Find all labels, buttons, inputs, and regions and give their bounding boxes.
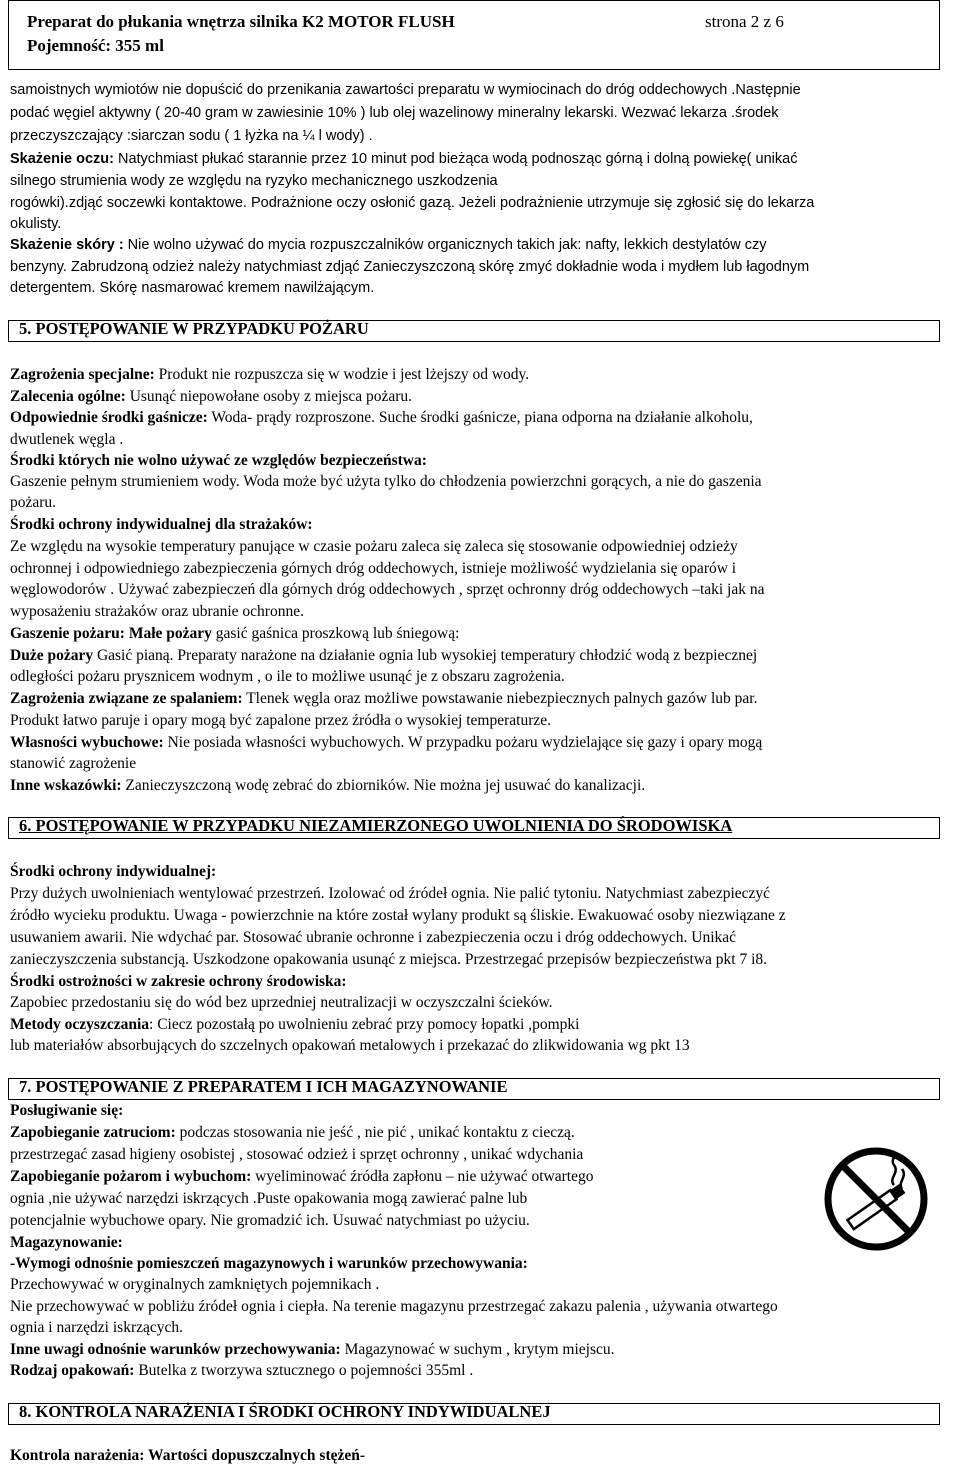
no-smoking-icon xyxy=(822,1145,930,1253)
text-line: samoistnych wymiotów nie dopuścić do przenikania zawartości preparatu w wymiocinach do dróg oddechowych .Następnie xyxy=(10,82,801,98)
explosive-properties: Własności wybuchowe: Nie posiada własności wybuchowych. W przypadku pożaru wydzielające się gazy i opary mogą xyxy=(10,734,763,751)
handling-label: Posługiwanie się: xyxy=(10,1102,124,1119)
text-line: benzyny. Zabrudzoną odzież należy natychmiast zdjąć Zanieczyszczoną skórę zmyć dokładnie woda i mydłem lub łagodnym xyxy=(10,259,810,275)
text-line: Nie przechowywać w pobliżu źródeł ognia i ciepła. Na terenie magazynu przestrzegać zakazu palenia , używania otwartego xyxy=(10,1298,778,1315)
section-6-heading-box xyxy=(8,817,940,839)
text-line: zanieczyszczenia substancją. Uszkodzone opakowania usunąć z miejsca. Przestrzegać przepisów bezpieczeństwa pkt 7 i8. xyxy=(10,951,768,968)
environmental-precautions-label: Środki ostrożności w zakresie ochrony środowiska: xyxy=(10,973,347,990)
text-line: ochronnej i odpowiedniego zabezpieczenia górnych dróg oddechowych, istnieje możliwość wydzielania się oparów i xyxy=(10,560,737,577)
text-line: potencjalnie wybuchowe opary. Nie gromadzić ich. Usuwać natychmiast po użyciu. xyxy=(10,1212,530,1229)
text-line: Produkt łatwo paruje i opary mogą być zapalone przez źródła o wysokiej temperaturze. xyxy=(10,712,552,729)
text-line: lub materiałów absorbujących do szczelnych opakowań metalowych i przekazać do zlikwidowania wg pkt 13 xyxy=(10,1037,690,1054)
section-7-heading-box xyxy=(8,1078,940,1100)
section-5-title: 5. POSTĘPOWANIE W PRZYPADKU POŻARU xyxy=(19,319,369,338)
text-line: ognia i narzędzi iskrzących. xyxy=(10,1319,183,1336)
text-line: przeczyszczający :siarczan sodu ( 1 łyżka na ¼ l wody) . xyxy=(10,128,373,144)
storage-requirements-label: -Wymogi odnośnie pomieszczeń magazynowych i warunków przechowywania: xyxy=(10,1255,528,1272)
text-line: dwutlenek węgla . xyxy=(10,431,124,448)
packaging-type: Rodzaj opakowań: Butelka z tworzywa sztucznego o pojemności 355ml . xyxy=(10,1362,474,1379)
text-line: ognia ,nie używać narzędzi iskrzących .Puste opakowania mogą zawierać palne lub xyxy=(10,1190,528,1207)
text-line: wyposażeniu strażaków oraz ubranie ochronne. xyxy=(10,603,304,620)
personal-precautions-label: Środki ochrony indywidualnej: xyxy=(10,863,217,880)
skin-contamination: Skażenie skóry : Nie wolno używać do mycia rozpuszczalników organicznych takich jak: nafty, lekkich destylatów czy xyxy=(10,237,767,253)
text-line: przestrzegać zasad higieny osobistej , stosować odzież i sprzęt ochronny , unikać wdychania xyxy=(10,1146,584,1163)
text-line: odległości pożaru prysznicem wodnym , o ile to możliwe usunąć je z obszaru zagrożenia. xyxy=(10,668,565,685)
product-capacity: Pojemność: 355 ml xyxy=(27,36,164,55)
text-line: pożaru. xyxy=(10,494,57,511)
text-line: Gaszenie pełnym strumieniem wody. Woda może być użyta tylko do chłodzenia powierzchni gorących, a nie do gaszenia xyxy=(10,473,762,490)
fire-prevention: Zapobieganie pożarom i wybuchom: wyeliminować źródła zapłonu – nie używać otwartego xyxy=(10,1168,594,1185)
combustion-hazards: Zagrożenia związane ze spalaniem: Tlenek węgla oraz możliwe powstawanie niebezpiecznych palnych gazów lub par. xyxy=(10,690,758,707)
firefighter-ppe-label: Środki ochrony indywidualnej dla strażaków: xyxy=(10,516,313,533)
text-line: węglowodorów . Używać zabezpieczeń dla górnych dróg oddechowych , sprzęt ochronny dróg oddechowych –taki jak na xyxy=(10,581,765,598)
poisoning-prevention: Zapobieganie zatruciom: podczas stosowania nie jeść , nie pić , unikać kontaktu z cieczą. xyxy=(10,1124,575,1141)
section-5-heading-box xyxy=(8,320,940,342)
page-header xyxy=(8,0,940,70)
section-8-title: 8. KONTROLA NARAŻENIA I ŚRODKI OCHRONY INDYWIDUALNEJ xyxy=(19,1402,551,1421)
section-8-heading-box xyxy=(8,1403,940,1425)
text-line: Przechowywać w oryginalnych zamkniętych pojemnikach . xyxy=(10,1276,380,1293)
cleanup-methods: Metody oczyszczania: Ciecz pozostałą po uwolnieniu zebrać przy pomocy łopatki ,pompki xyxy=(10,1016,580,1033)
text-line: stanowić zagrożenie xyxy=(10,755,137,772)
text-line: usuwaniem awarii. Nie wdychać par. Stosować ubranie ochronne i zabezpieczenia oczu i dróg oddechowych. Unikać xyxy=(10,929,737,946)
text-line: rogówki).zdjąć soczewki kontaktowe. Podrażnione oczy osłonić gazą. Jeżeli podrażnienie utrzymuje się zgłosić się do lekarza xyxy=(10,195,815,211)
storage-conditions: Inne uwagi odnośnie warunków przechowywania: Magazynować w suchym , krytym miejscu. xyxy=(10,1341,615,1358)
special-hazards: Zagrożenia specjalne: Produkt nie rozpuszcza się w wodzie i jest lżejszy od wody. xyxy=(10,366,530,383)
section-6-title: 6. POSTĘPOWANIE W PRZYPADKU NIEZAMIERZONEGO UWOLNIENIA DO ŚRODOWISKA xyxy=(19,816,733,835)
text-line: Ze względu na wysokie temperatury panujące w czasie pożaru zaleca się zaleca się stosowanie odpowiedniej odzieży xyxy=(10,538,738,555)
product-title: Preparat do płukania wnętrza silnika K2 MOTOR FLUSH xyxy=(27,12,455,31)
forbidden-media-label: Środki których nie wolno używać ze względów bezpieczeństwa: xyxy=(10,452,427,469)
eye-contamination: Skażenie oczu: Natychmiast płukać starannie przez 10 minut pod bieżąca wodą podnosząc górną i dolną powiekę( unikać xyxy=(10,151,798,167)
big-fires: Duże pożary Gasić pianą. Preparaty narażone na działanie ognia lub wysokiej temperatury chłodzić wodą z bezpiecznej xyxy=(10,647,758,664)
text-line: okulisty. xyxy=(10,216,62,232)
extinguishing-media: Odpowiednie środki gaśnicze: Woda- prądy rozproszone. Suche środki gaśnicze, piana odporna na działanie alkoholu, xyxy=(10,409,753,426)
page-number: strona 2 z 6 xyxy=(705,12,784,31)
text-line: detergentem. Skórę nasmarować kremem nawilżającym. xyxy=(10,280,375,296)
exposure-control-label: Kontrola narażenia: Wartości dopuszczalnych stężeń- xyxy=(10,1447,366,1464)
other-guidance: Inne wskazówki: Zanieczyszczoną wodę zebrać do zbiorników. Nie można jej usuwać do kanalizacji. xyxy=(10,777,646,794)
small-fires: Gaszenie pożaru: Małe pożary gasić gaśnica proszkową lub śniegową: xyxy=(10,625,460,642)
section-7-title: 7. POSTĘPOWANIE Z PREPARATEM I ICH MAGAZYNOWANIE xyxy=(19,1077,508,1096)
text-line: Przy dużych uwolnieniach wentylować przestrzeń. Izolować od źródeł ognia. Nie palić tytoniu. Natychmiast zabezpieczyć xyxy=(10,885,771,902)
storage-label: Magazynowanie: xyxy=(10,1234,123,1251)
text-line: źródło wycieku produktu. Uwaga - powierzchnie na które został wylany produkt są śliskie. Ewakuować osoby niezwiązane z xyxy=(10,907,786,924)
text-line: silnego strumienia wody ze względu na ryzyko mechanicznego uszkodzenia xyxy=(10,173,498,189)
general-recommendations: Zalecenia ogólne: Usunąć niepowołane osoby z miejsca pożaru. xyxy=(10,388,413,405)
text-line: podać węgiel aktywny ( 20-40 gram w zawiesinie 10% ) lub olej wazelinowy mineralny lekarski. Wezwać lekarza .środek xyxy=(10,105,779,121)
text-line: Zapobiec przedostaniu się do wód bez uprzedniej neutralizacji w oczyszczalni ścieków. xyxy=(10,994,553,1011)
